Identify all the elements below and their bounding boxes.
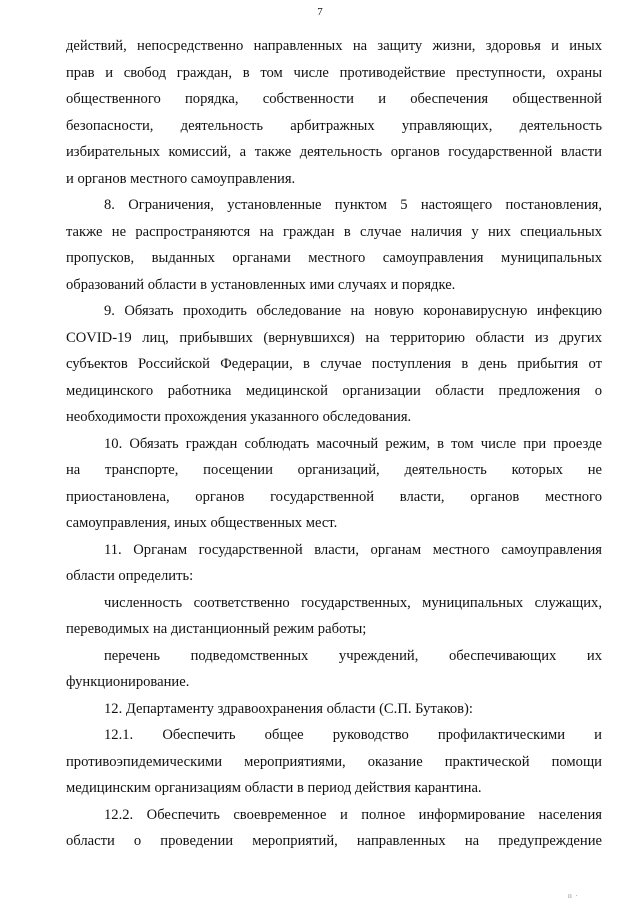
text-line: противоэпидемическими мероприятиями, оказание практической помощи — [66, 753, 602, 770]
paragraph-8-line: 8. Ограничения, установленные пунктом 5 настоящего постановления, — [104, 197, 602, 213]
text-line: функционирование. — [66, 674, 190, 690]
text-line: и органов местного самоуправления. — [66, 170, 296, 187]
bottom-mark: п · — [568, 892, 579, 900]
text-line: действий, непосредственно направленных на защиту жизни, здоровья и иных — [66, 38, 602, 54]
text-line: COVID-19 лиц, прибывших (вернувшихся) на территорию области из других — [66, 329, 602, 346]
text-line: необходимости прохождения указанного обследования. — [66, 409, 412, 425]
text-line: численность соответственно государственных, муниципальных служащих, — [104, 594, 602, 611]
text-line: перечень подведомственных учреждений, обеспечивающих их — [104, 647, 602, 664]
text-line: области определить: — [66, 568, 194, 584]
text-line: прав и свобод граждан, в том числе противодействие преступности, охраны — [66, 64, 602, 81]
text-line: самоуправления, иных общественных мест. — [66, 515, 338, 531]
text-line: также не распространяются на граждан в случае наличия у них специальных — [66, 223, 602, 240]
text-line: на транспорте, посещении организаций, деятельность которых не — [66, 462, 602, 478]
text-line: безопасности, деятельность арбитражных управляющих, деятельность — [66, 117, 602, 134]
text-line: медицинским организациям области в период действия карантина. — [66, 780, 482, 796]
page-number: 7 — [317, 6, 323, 18]
body-text — [66, 33, 602, 855]
text-line: медицинского работника медицинской организации области предложения о — [66, 382, 602, 399]
text-line: субъектов Российской Федерации, в случае поступления в день прибытия от — [66, 356, 602, 372]
paragraph-12-1-line: 12.1. Обеспечить общее руководство профилактическими и — [104, 727, 602, 743]
paragraph-10-line: 10. Обязать граждан соблюдать масочный режим, в том числе при проезде — [104, 435, 602, 452]
text-line: общественного порядка, собственности и обеспечения общественной — [66, 91, 602, 107]
text-line: области о проведении мероприятий, направленных на предупреждение — [66, 833, 602, 849]
paragraph-9-line: 9. Обязать проходить обследование на новую коронавирусную инфекцию — [104, 303, 602, 319]
text-line: избирательных комиссий, а также деятельность органов государственной власти — [66, 144, 602, 160]
paragraph-11-line: 11. Органам государственной власти, органам местного самоуправления — [104, 541, 602, 558]
paragraph-12-line: 12. Департаменту здравоохранения области (С.П. Бутаков): — [104, 700, 473, 717]
paragraph-12-2-line: 12.2. Обеспечить своевременное и полное информирование населения — [104, 806, 602, 823]
text-line: приостановлена, органов государственной власти, органов местного — [66, 488, 602, 505]
text-line: образований области в установленных ими случаях и порядке. — [66, 276, 456, 293]
text-line: переводимых на дистанционный режим работы; — [66, 621, 367, 637]
text-line: пропусков, выданных органами местного самоуправления муниципальных — [66, 250, 602, 266]
